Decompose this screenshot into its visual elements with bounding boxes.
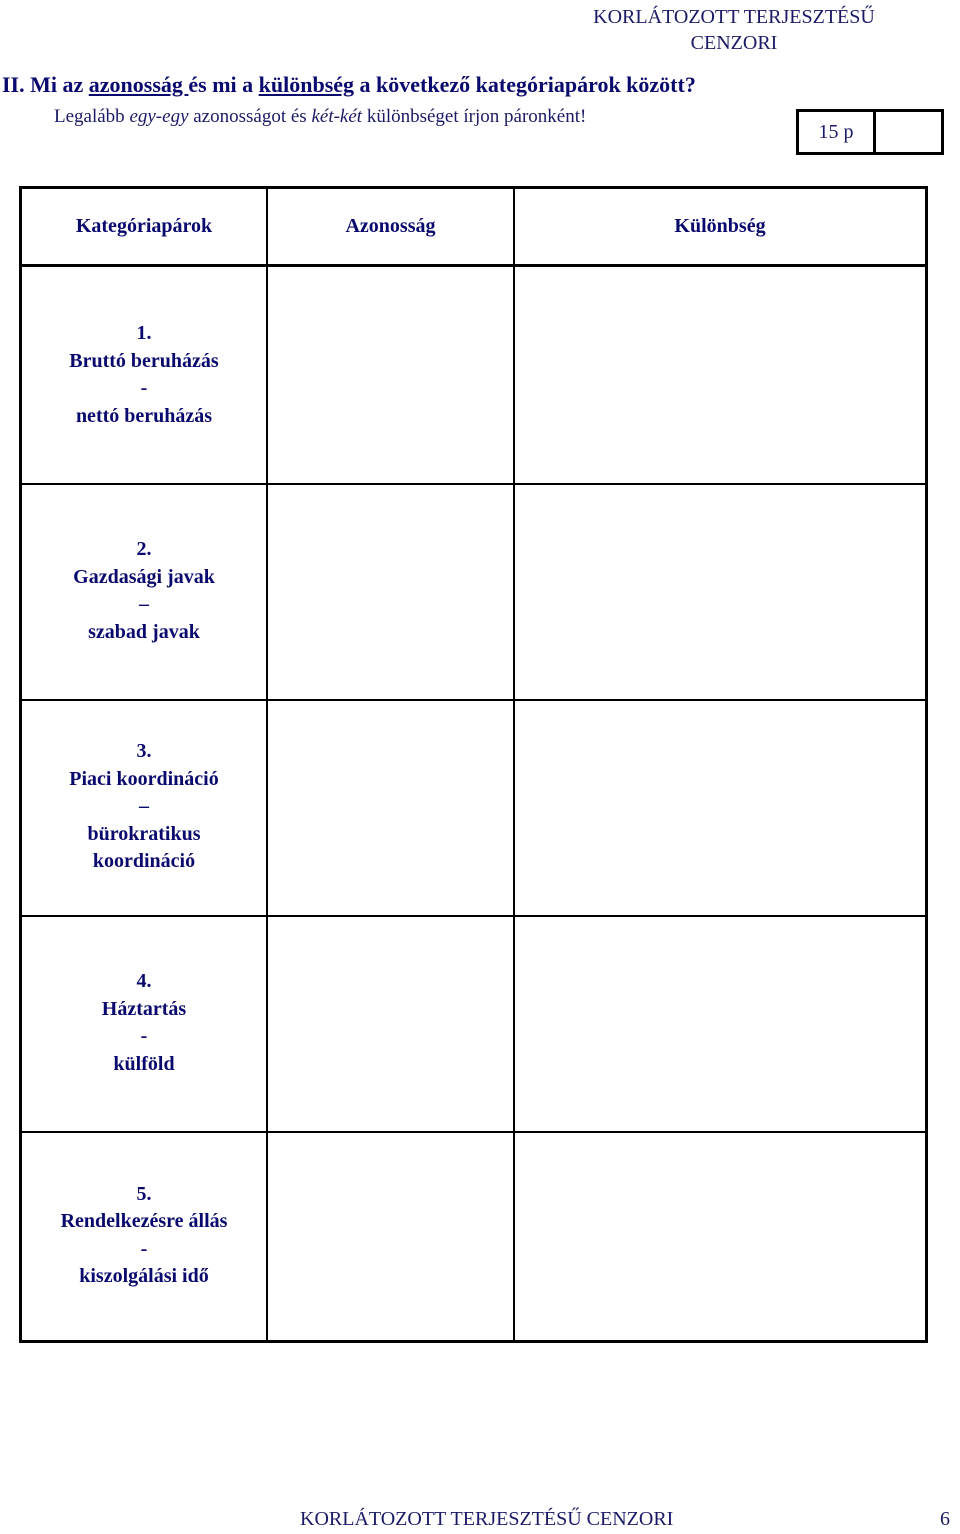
- pair-first: Gazdasági javak: [73, 565, 215, 588]
- title-word-azonossag: azonosság: [88, 72, 189, 97]
- pair-first: Háztartás: [101, 997, 187, 1020]
- header-azonossag: Azonosság: [268, 189, 515, 264]
- pair-second: nettó beruházás: [75, 404, 213, 427]
- header-kategoriaparok: Kategóriapárok: [22, 189, 268, 264]
- title-mid: és mi a: [188, 72, 259, 97]
- pair-separator: –: [139, 593, 149, 615]
- instruction-part3: különbséget írjon páronként!: [362, 106, 587, 127]
- task-title: [2, 72, 952, 98]
- pair-separator: –: [139, 795, 149, 818]
- table-row: [22, 699, 925, 917]
- category-pair-label: [22, 483, 268, 699]
- difference-answer-cell[interactable]: [515, 915, 925, 1131]
- category-pair-label: [22, 699, 268, 915]
- pair-first: Rendelkezésre állás: [60, 1210, 228, 1232]
- pair-separator: -: [140, 377, 148, 399]
- restriction-header: [534, 4, 934, 56]
- pair-second: kiszolgálási idő: [79, 1265, 209, 1287]
- instruction-part2: azonosságot és: [188, 106, 312, 127]
- page-number: 6: [940, 1508, 950, 1530]
- table-row: [22, 915, 925, 1133]
- pair-second: külföld: [113, 1052, 175, 1075]
- difference-answer-cell[interactable]: [515, 1131, 925, 1340]
- title-suffix: a következő kategóriapárok között?: [354, 72, 696, 97]
- identity-answer-cell[interactable]: [268, 483, 515, 699]
- pair-first: Piaci koordináció: [69, 767, 219, 790]
- category-pairs-table: [19, 186, 928, 1343]
- pair-number: 3.: [136, 740, 152, 763]
- difference-answer-cell[interactable]: [515, 483, 925, 699]
- score-entry-field[interactable]: [876, 112, 941, 152]
- category-pair-label: [22, 1131, 268, 1340]
- instruction-emphasis1: egy-egy: [129, 106, 189, 127]
- pair-number: 1.: [136, 322, 152, 344]
- difference-answer-cell[interactable]: [515, 699, 925, 915]
- max-points-label: 15 p: [799, 112, 876, 152]
- identity-answer-cell[interactable]: [268, 267, 515, 483]
- pair-second-cont: koordináció: [92, 850, 196, 873]
- pair-number: 4.: [136, 970, 152, 992]
- pair-number: 5.: [136, 1182, 152, 1205]
- table-row: [22, 267, 925, 485]
- pair-first: Bruttó beruházás: [69, 349, 219, 372]
- pair-separator: -: [140, 1025, 148, 1047]
- header-kulonbseg: Különbség: [674, 215, 766, 237]
- score-box: [796, 109, 944, 155]
- difference-answer-cell[interactable]: [515, 267, 925, 483]
- instruction-emphasis2: két-két: [311, 106, 363, 127]
- pair-number: 2.: [136, 538, 152, 560]
- identity-answer-cell[interactable]: [268, 915, 515, 1131]
- table-header-row: [22, 189, 925, 267]
- task-instruction: [54, 106, 586, 128]
- category-pair-label: [22, 915, 268, 1131]
- pair-separator: -: [140, 1237, 148, 1260]
- table-row: [22, 483, 925, 701]
- title-word-kulonbseg: különbség: [258, 72, 355, 97]
- title-prefix: II. Mi az: [2, 72, 89, 97]
- identity-answer-cell[interactable]: [268, 699, 515, 915]
- pair-second: szabad javak: [88, 620, 200, 643]
- restriction-header-line2: CENZORI: [690, 32, 778, 54]
- pair-second: bürokratikus: [87, 822, 201, 845]
- footer-restriction-text: KORLÁTOZOTT TERJESZTÉSŰ CENZORI: [300, 1508, 674, 1530]
- table-row: [22, 1131, 925, 1340]
- restriction-header-line1: KORLÁTOZOTT TERJESZTÉSŰ: [593, 6, 875, 28]
- category-pair-label: [22, 267, 268, 483]
- identity-answer-cell[interactable]: [268, 1131, 515, 1340]
- instruction-part1: Legalább: [54, 106, 130, 127]
- page-footer: [300, 1508, 950, 1531]
